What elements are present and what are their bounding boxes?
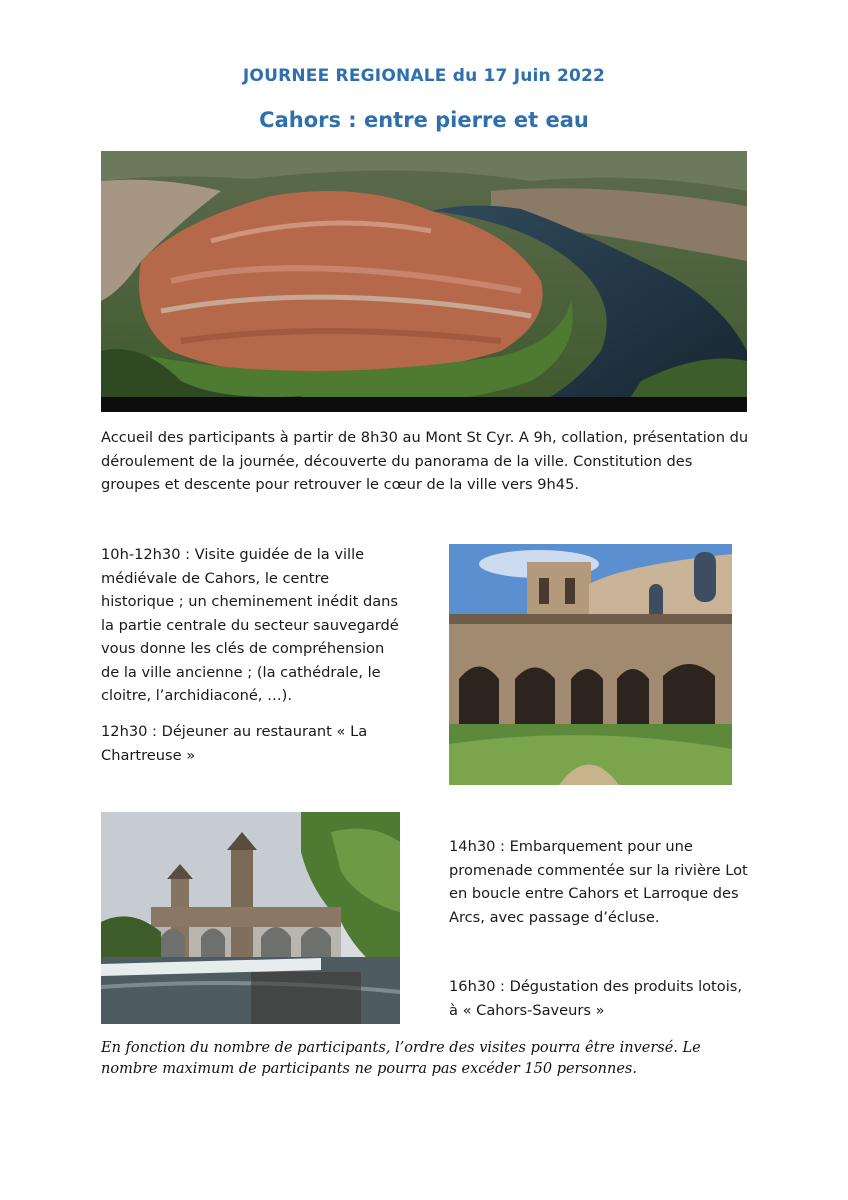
aerial-city-photo — [101, 151, 747, 412]
intro-paragraph: Accueil des participants à partir de 8h30 au Mont St Cyr. A 9h, collation, présentation du déroulement de la journée, découverte du panorama de la ville. Constitution des groupes et descente pour retrouver le cœur de la ville vers 9h45. — [101, 429, 749, 493]
page-subtitle: Cahors : entre pierre et eau — [259, 108, 589, 132]
page-title: JOURNEE REGIONALE du 17 Juin 2022 — [242, 66, 606, 86]
cathedral-cloister-photo — [449, 544, 732, 785]
participants-note: En fonction du nombre de participants, l’ordre des visites pourra être inversé. Le nombre maximum de participants ne pourra pas excéder 150 personnes. — [101, 1040, 701, 1077]
valentre-bridge-photo — [101, 812, 400, 1024]
program-lunch-text: 12h30 : Déjeuner au restaurant « La Chartreuse » — [101, 723, 368, 764]
program-boat-text: 14h30 : Embarquement pour une promenade commentée sur la rivière Lot en boucle entre Cahors et Larroque des Arcs, avec passage d’écluse. — [449, 838, 748, 926]
program-visit-text: 10h-12h30 : Visite guidée de la ville médiévale de Cahors, le centre historique ; un cheminement inédit dans la partie centrale du secteur sauvegardé vous donne les clés de compréhension de la ville ancienne ; (la cathédrale, le cloitre, l’archidiaconé, …). — [101, 546, 399, 704]
program-tasting-text: 16h30 : Dégustation des produits lotois, à « Cahors-Saveurs » — [449, 978, 742, 1019]
